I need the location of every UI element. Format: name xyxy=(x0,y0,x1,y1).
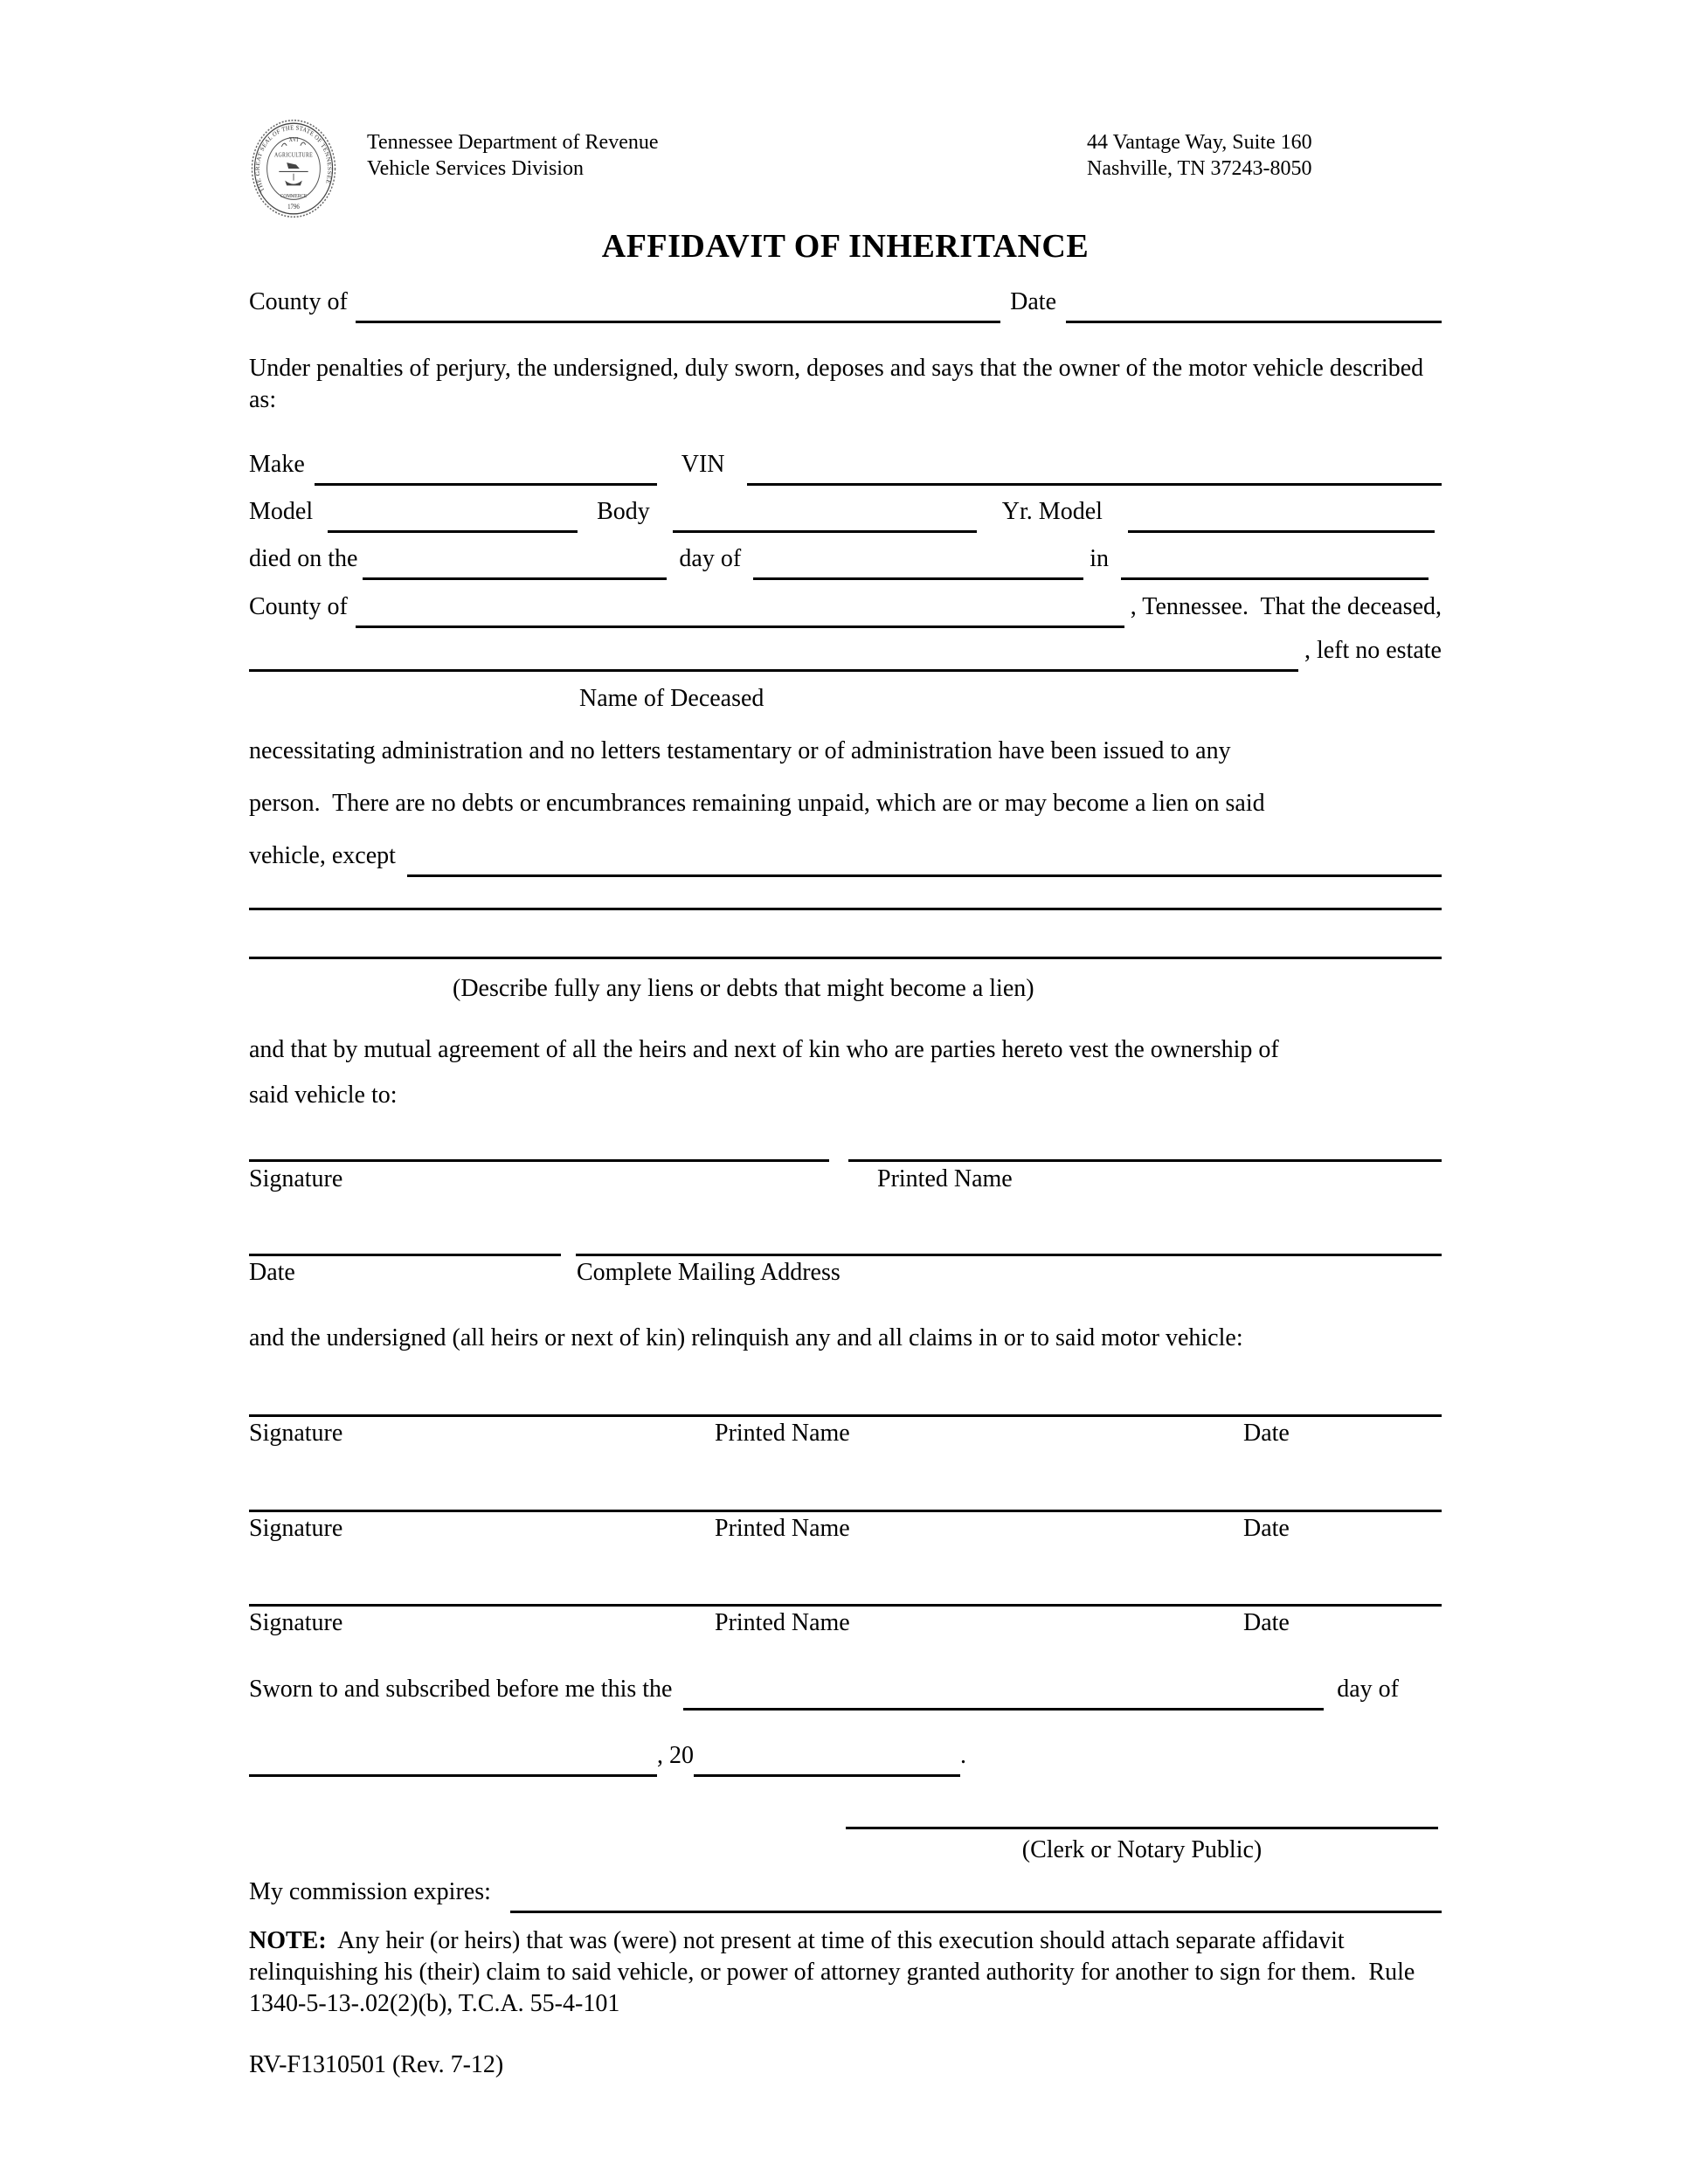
body-label: Body xyxy=(597,498,650,525)
deceased-name-blank[interactable] xyxy=(249,635,1298,672)
heir-1-signature-blank[interactable] xyxy=(249,1414,1442,1417)
heir-2-signature-label: Signature xyxy=(249,1515,343,1542)
person-line: person. There are no debts or encumbrances remaining unpaid, which are or may become a lien on said xyxy=(249,790,1265,817)
heir-2-printed-name-label: Printed Name xyxy=(715,1515,850,1542)
heir-3-signature-label: Signature xyxy=(249,1609,343,1636)
owner-date-label: Date xyxy=(249,1259,295,1286)
form-title: AFFIDAVIT OF INHERITANCE xyxy=(601,228,1090,265)
died-on-label: died on the xyxy=(249,545,358,572)
agency-division: Vehicle Services Division xyxy=(367,157,584,180)
date-label: Date xyxy=(1010,288,1056,315)
clerk-caption: (Clerk or Notary Public) xyxy=(1021,1836,1263,1863)
commission-row xyxy=(249,1876,1442,1913)
sworn-month-blank[interactable] xyxy=(249,1740,657,1777)
name-of-deceased-caption-row xyxy=(249,683,1442,715)
mailing-address-label: Complete Mailing Address xyxy=(577,1259,841,1286)
owner-mailing-address-blank[interactable] xyxy=(576,1254,1442,1256)
oath-paragraph: Under penalties of perjury, the undersigned, duly sworn, deposes and says that the owner of the motor vehicle described as: xyxy=(249,355,1430,413)
heir-2-signature-blank[interactable] xyxy=(249,1510,1442,1512)
tennessee-state-seal-icon xyxy=(251,119,336,218)
commission-label: My commission expires: xyxy=(249,1878,491,1905)
seal-agriculture-text: AGRICULTURE xyxy=(273,151,314,159)
make-field-blank[interactable] xyxy=(315,449,657,486)
day-of-label: day of xyxy=(679,545,742,572)
address-street: 44 Vantage Way, Suite 160 xyxy=(1087,131,1312,154)
county-field-blank[interactable] xyxy=(356,287,1000,323)
death-county-label: County of xyxy=(249,593,348,620)
heir-1-printed-name-label: Printed Name xyxy=(715,1420,850,1447)
vehicle-except-label: vehicle, except xyxy=(249,842,396,869)
sworn-year-blank[interactable] xyxy=(694,1740,960,1777)
seal-numeral: XVI xyxy=(288,136,299,144)
note-label: NOTE: xyxy=(249,1927,327,1954)
make-label: Make xyxy=(249,451,305,478)
agency-address-block xyxy=(1087,129,1312,182)
heir-2-date-label: Date xyxy=(1243,1515,1290,1542)
seal-commerce-text: COMMERCE xyxy=(280,193,308,200)
mutual-agreement-line: and that by mutual agreement of all the heirs and next of kin who are parties hereto vest the ownership of xyxy=(249,1036,1279,1063)
heir-3-date-label: Date xyxy=(1243,1609,1290,1636)
death-county-blank[interactable] xyxy=(356,591,1124,628)
liens-blank-2[interactable] xyxy=(249,908,1442,910)
owner-signature-label: Signature xyxy=(249,1165,343,1192)
vin-field-blank[interactable] xyxy=(747,449,1442,486)
comma-20-label: , 20 xyxy=(657,1742,694,1769)
sworn-row xyxy=(249,1674,1442,1711)
liens-blank-3[interactable] xyxy=(249,957,1442,959)
heir-3-printed-name-label: Printed Name xyxy=(715,1609,850,1636)
yr-model-label: Yr. Model xyxy=(1001,498,1103,525)
form-number: RV-F1310501 (Rev. 7-12) xyxy=(249,2051,504,2078)
liens-blank-1[interactable] xyxy=(407,840,1442,877)
heir-1-date-label: Date xyxy=(1243,1420,1290,1447)
death-county-row xyxy=(249,591,1442,628)
body-field-blank[interactable] xyxy=(673,496,977,533)
note-paragraph xyxy=(249,1925,1442,2020)
vehicle-except-row xyxy=(249,840,1442,877)
administration-line: necessitating administration and no letters testamentary or of administration have been issued to any xyxy=(249,737,1231,764)
seal-year: 1796 xyxy=(287,202,300,211)
sworn-day-blank[interactable] xyxy=(683,1674,1324,1711)
death-year-blank[interactable] xyxy=(1121,543,1429,580)
seal-ring-text: THE GREAT SEAL OF THE STATE OF TENNESSEE xyxy=(254,123,333,194)
death-month-blank[interactable] xyxy=(753,543,1083,580)
make-vin-row xyxy=(249,449,1442,486)
name-of-deceased-caption: Name of Deceased xyxy=(579,685,764,712)
model-label: Model xyxy=(249,498,314,525)
agency-name: Tennessee Department of Revenue xyxy=(367,131,659,154)
model-body-year-row xyxy=(249,496,1442,533)
owner-date-blank[interactable] xyxy=(249,1254,561,1256)
left-no-estate-text: , left no estate xyxy=(1304,637,1442,664)
liens-caption-row xyxy=(249,973,1442,1005)
address-city: Nashville, TN 37243-8050 xyxy=(1087,157,1312,180)
owner-signature-blank[interactable] xyxy=(249,1159,829,1162)
owner-signature-labels xyxy=(249,1164,1442,1195)
clerk-signature-blank[interactable] xyxy=(846,1827,1438,1829)
said-vehicle-to-line: said vehicle to: xyxy=(249,1082,398,1109)
tennessee-deceased-text: , Tennessee. That the deceased, xyxy=(1130,593,1442,620)
undersigned-line: and the undersigned (all heirs or next of kin) relinquish any and all claims in or to said motor vehicle: xyxy=(249,1324,1243,1351)
agency-block xyxy=(367,129,659,182)
sworn-period: . xyxy=(960,1742,966,1769)
county-date-row xyxy=(249,287,1442,323)
svg-text:THE GREAT SEAL OF THE STATE OF xyxy=(254,124,333,193)
heir-3-signature-blank[interactable] xyxy=(249,1604,1442,1607)
heir-3-labels xyxy=(249,1607,1442,1639)
heir-1-signature-label: Signature xyxy=(249,1420,343,1447)
in-label: in xyxy=(1090,545,1109,572)
sworn-month-year-row xyxy=(249,1740,1442,1777)
death-day-blank[interactable] xyxy=(363,543,667,580)
vin-label: VIN xyxy=(681,451,725,478)
model-field-blank[interactable] xyxy=(328,496,578,533)
deceased-name-row xyxy=(249,635,1442,672)
sworn-day-of-label: day of xyxy=(1337,1676,1399,1703)
county-label: County of xyxy=(249,288,348,315)
liens-caption: (Describe fully any liens or debts that might become a lien) xyxy=(453,975,1034,1002)
owner-printed-name-label: Printed Name xyxy=(877,1165,1013,1192)
yr-model-field-blank[interactable] xyxy=(1128,496,1435,533)
note-text: Any heir (or heirs) that was (were) not present at time of this execution should attach separate affidavit relinquishing his (their) claim to said vehicle, or power of attorney granted authority for another to sign for them. Rule 1340-5-13-.02(2)(b), T.C.A. 55-4-101 xyxy=(249,1927,1422,2017)
commission-expires-blank[interactable] xyxy=(510,1876,1442,1913)
owner-printed-name-blank[interactable] xyxy=(848,1159,1442,1162)
heir-2-labels xyxy=(249,1513,1442,1545)
death-date-row xyxy=(249,543,1442,580)
owner-date-labels xyxy=(249,1257,1442,1289)
heir-1-labels xyxy=(249,1418,1442,1449)
sworn-text: Sworn to and subscribed before me this the xyxy=(249,1676,673,1703)
date-field-blank[interactable] xyxy=(1066,287,1442,323)
